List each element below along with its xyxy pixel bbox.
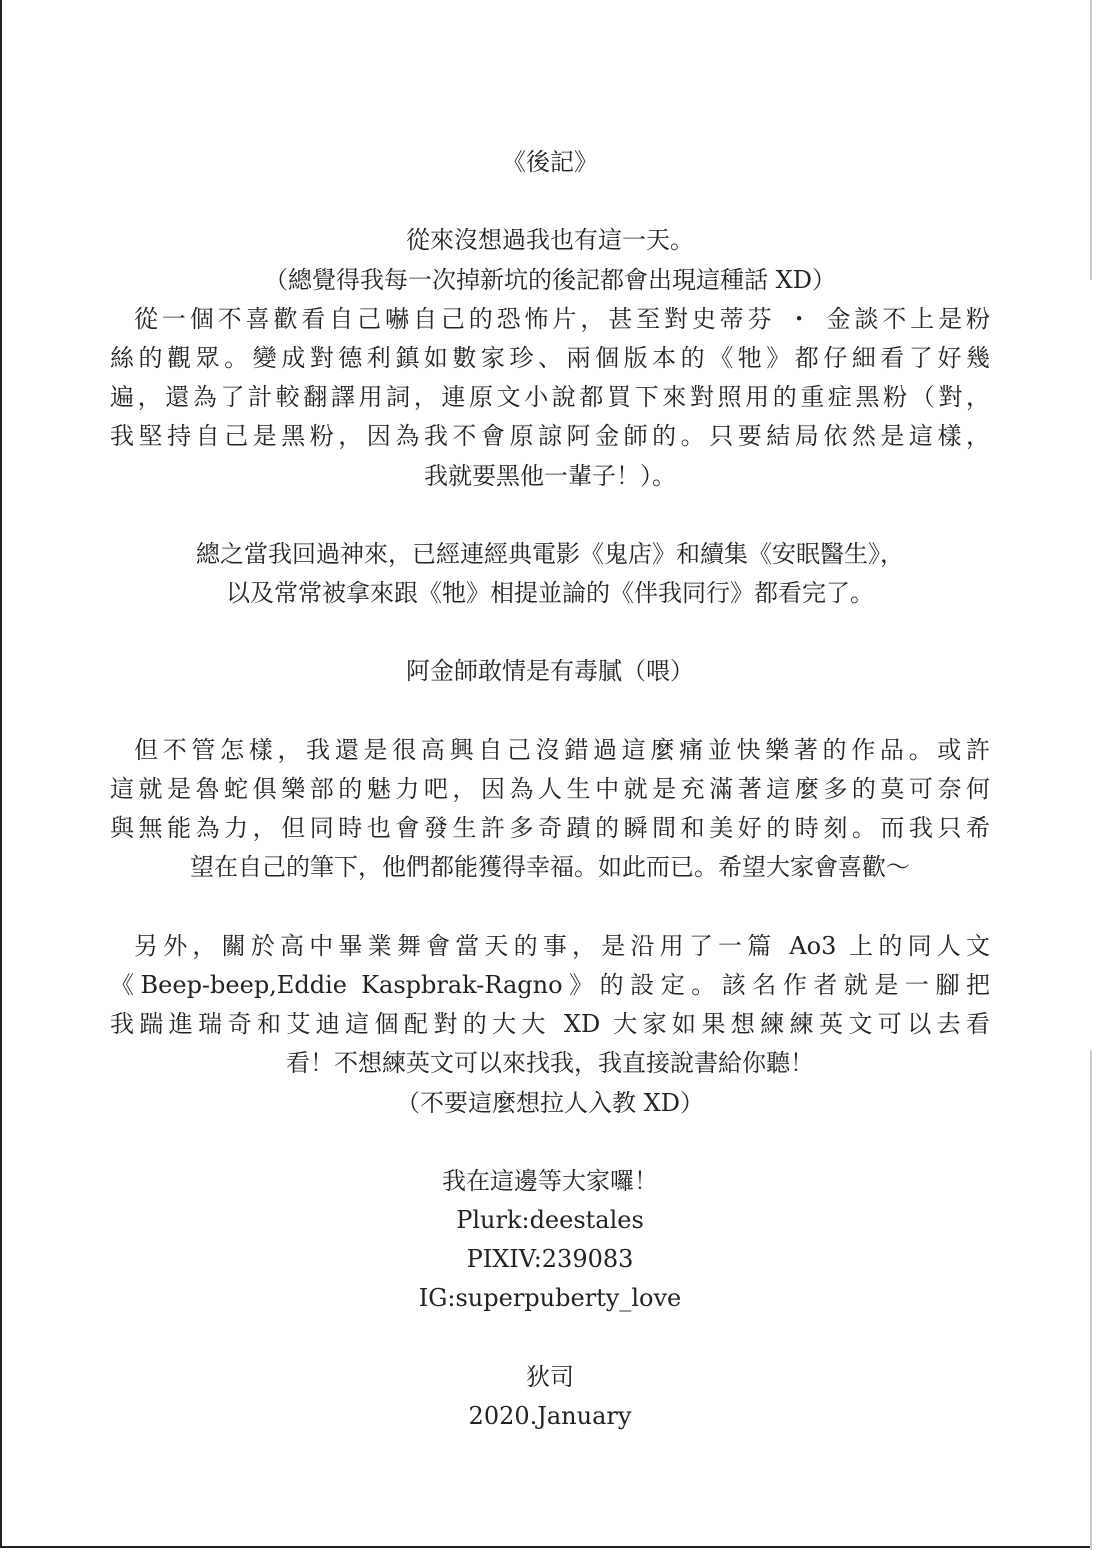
text-line: 阿金師敢情是有毒膩（喂）: [406, 657, 694, 686]
text-line: 看！不想練英文可以來找我，我直接說書給你聽！: [286, 1049, 814, 1078]
text-line: 但不管怎樣，我還是很高興自己沒錯過這麼痛並快樂著的作品。或許: [134, 735, 990, 764]
text-line: 總之當我回過神來，已經連經典電影《鬼店》和續集《安眠醫生》，: [196, 539, 904, 568]
text-line: 絲的觀眾。變成對德利鎮如數家珍、兩個版本的《牠》都仔細看了好幾: [110, 343, 990, 372]
text-line: 我就要黑他一輩子！）。: [424, 461, 676, 490]
page-edge-mark: [1090, 0, 1092, 280]
text-line: 我堅持自己是黑粉，因為我不會原諒阿金師的。只要結局依然是這樣，: [110, 422, 990, 451]
contact-line: 我在這邊等大家囉！: [442, 1166, 658, 1195]
text-line: 這就是魯蛇俱樂部的魅力吧，因為人生中就是充滿著這麼多的莫可奈何: [110, 775, 990, 803]
spacer: [110, 1123, 990, 1162]
text-line: 我踹進瑞奇和艾迪這個配對的大大 XD 大家如果想練練英文可以去看: [110, 1010, 990, 1039]
text-line: 《Beep-beep,Eddie Kaspbrak-Ragno》的設定。該名作者就是一腳把: [110, 970, 990, 999]
plurk-handle: Plurk:deestales: [456, 1206, 644, 1235]
text-line: 從一個不喜歡看自己嚇自己的恐怖片，甚至對史蒂芬 ・ 金談不上是粉: [134, 304, 990, 333]
text-line: 另外，關於高中畢業舞會當天的事，是沿用了一篇 Ao3 上的同人文: [134, 931, 990, 960]
text-line: 以及常常被拿來跟《牠》相提並論的《伴我同行》都看完了。: [226, 579, 874, 608]
spacer: [110, 182, 990, 221]
text-line: 與無能為力，但同時也會發生許多奇蹟的瞬間和美好的時刻。而我只希: [110, 814, 990, 843]
text-line: （總覺得我每一次掉新坑的後記都會出現這種話 XD）: [264, 265, 836, 294]
spacer: [110, 692, 990, 731]
text-line: 從來沒想過我也有這一天。: [406, 226, 694, 255]
spacer: [110, 496, 990, 535]
afterword-text: [110, 143, 990, 1436]
spacer: [110, 888, 990, 927]
text-line: （不要這麼想拉人入教 XD）: [396, 1088, 704, 1117]
spacer: [110, 613, 990, 652]
author-name: 狄司: [526, 1362, 574, 1391]
date-line: 2020.January: [468, 1402, 632, 1430]
ig-handle: IG:superpuberty_love: [418, 1284, 682, 1313]
afterword-title: 《後記》: [502, 148, 598, 176]
text-line: 遍，還為了計較翻譯用詞，連原文小說都買下來對照用的重症黑粉（對，: [110, 383, 990, 412]
text-line: 望在自己的筆下，他們都能獲得幸福。如此而已。希望大家會喜歡～: [190, 853, 910, 882]
page-edge-mark: [1090, 1050, 1092, 1550]
spacer: [110, 1319, 990, 1358]
pixiv-id: PIXIV:239083: [466, 1245, 634, 1274]
